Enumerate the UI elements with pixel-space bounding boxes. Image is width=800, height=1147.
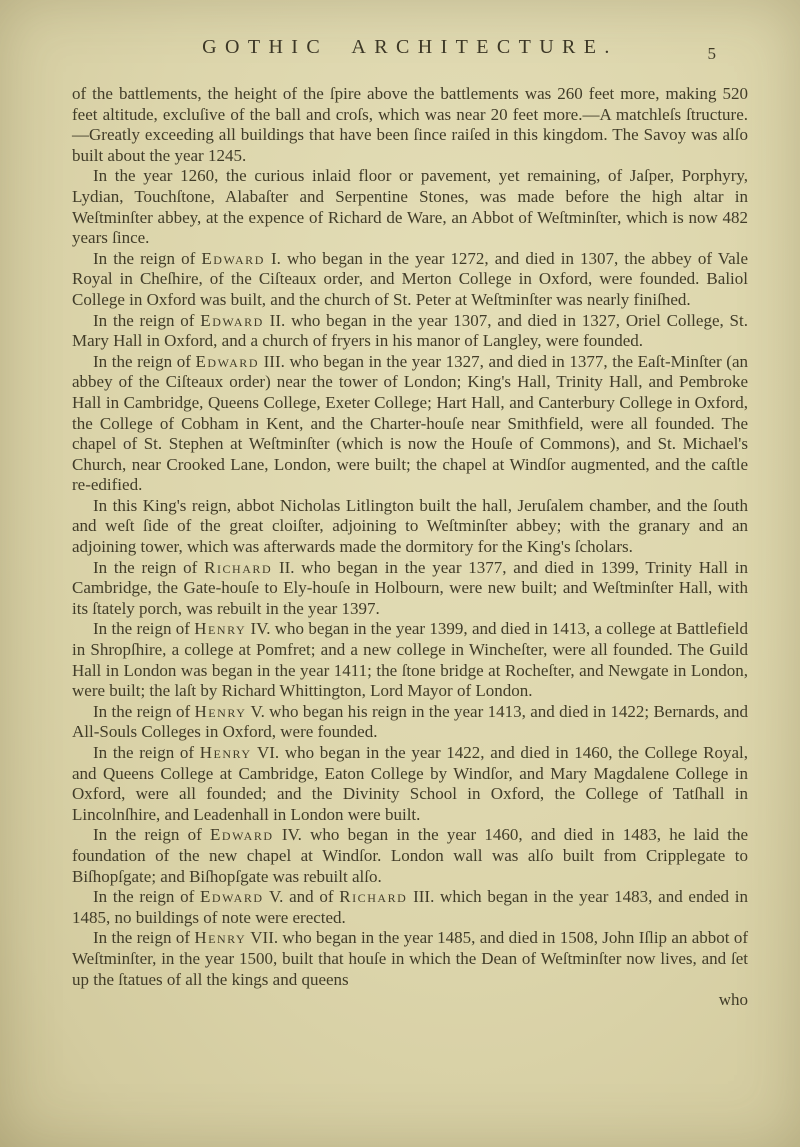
running-head [72, 36, 748, 62]
paragraph-text: II. who began in the year 1307, and died in 1327, Oriel College, St. Mary Hall in Oxford, and a church of fryers in his manor of Langley, were founded. [72, 310, 748, 351]
page-number: 5 [707, 44, 716, 63]
paragraph-text: III. which began in the year 1483, and ended in 1485, no buildings of note were erected. [72, 887, 748, 927]
paragraph [72, 619, 748, 701]
paragraph-text: In the reign of [93, 248, 202, 268]
regnal-name: Edward [195, 351, 260, 371]
paragraph-text: In the reign of [93, 310, 201, 330]
paragraph [72, 496, 748, 558]
page-title: GOTHIC ARCHITECTURE. [202, 36, 618, 58]
paragraph [72, 311, 748, 352]
paragraph [72, 558, 748, 620]
paragraph [72, 84, 748, 166]
paragraph [72, 352, 748, 496]
paragraph-text: In the reign of [93, 887, 200, 907]
paragraph [72, 249, 748, 311]
paragraph-text: In the reign of [93, 825, 211, 845]
paragraph [72, 743, 748, 825]
paragraph-text: In the reign of [93, 619, 195, 639]
paragraph-text: In the reign of [93, 743, 200, 762]
paragraph [72, 166, 748, 248]
paragraph-text: IV. who began in the year 1460, and died in 1483, he laid the foundation of the new chapel at Windſor. London wall was alſo built from Cripplegate to Biſhopſgate; and Biſhopſgate was rebuilt alſo. [72, 825, 748, 886]
catchword: who [718, 990, 748, 1010]
paragraph-text: of the battlements, the height of the ſpire above the battlements was 260 feet more, making 520 feet altitude, excluſive of the ball and croſs, which was near 20 feet more.—A matchleſs ſtructure.—Greatly exceeding all buildings that have been ſince raiſed in this kingdom. The Savoy was alſo built about the year 1245. [72, 84, 748, 165]
paragraph [72, 928, 748, 990]
paragraph-text: In the reign of [93, 928, 195, 948]
paragraph-text: II. who began in the year 1377, and died in 1399, Trinity Hall in Cambridge, the Gate-houſe to Ely-houſe in Holbourn, were new built; and Weſtminſter Hall, with its ſtately porch, was rebuilt in the year 1397. [72, 557, 748, 618]
paragraph-text: In the reign of [93, 351, 196, 371]
regnal-name: Henry [194, 701, 247, 721]
regnal-name: Henry [199, 743, 252, 762]
paragraph-text: IV. who began in the year 1399, and died in 1413, a college at Battlefield in Shropſhire, a college at Pomfret; and a new college in Wincheſter, were all founded. The Guild Hall in London was began in the year 1411; the ſtone bridge at Rocheſter, and Newgate in London, were built; the laſt by Richard Whittington, Lord Mayor of London. [72, 619, 748, 701]
regnal-name: Richard [204, 557, 273, 577]
paragraph-text: VI. who began in the year 1422, and died in 1460, the College Royal, and Queens College at Cambridge, Eaton College by Windſor, and Mary Magdalene College in Oxford, were all founded; and the Divinity School in Oxford, the College of Tatſhall in Lincolnſhire, and Leadenhall in London were built. [72, 743, 748, 824]
paragraph-text: III. who began in the year 1327, and died in 1377, the Eaſt-Minſter (an abbey of the Ciſteaux order) near the tower of London; King's Hall, Trinity Hall, and Pembroke Hall in Cambridge, Queens College, Exeter College; Hart Hall, and Canterbury College in Oxford, the College of Cobham in Kent, and the Charter-houſe near Smithfield, were all founded. The chapel of St. Stephen at Weſtminſter (which is now the Houſe of Commons), and St. Michael's Church, near Crooked Lane, London, were built; the chapel at Windſor augmented, and the caſtle re-edified. [72, 351, 748, 495]
paragraph-text: V. who began his reign in the year 1413, and died in 1422; Bernards, and All-Souls Colleges in Oxford, were founded. [72, 701, 748, 742]
paragraph-text: In the year 1260, the curious inlaid floor or pavement, yet remaining, of Jaſper, Porphyry, Lydian, Touchſtone, Alabaſter and Serpentine Stones, was made before the high altar in Weſtminſter abbey, at the expence of Richard de Ware, an Abbot of Weſtminſter, which is now 482 years ſince. [72, 166, 748, 248]
paragraph [72, 887, 748, 928]
paragraph-text: In the reign of [93, 557, 205, 577]
paragraph-text: VII. who began in the year 1485, and died in 1508, John Iſlip an abbot of Weſtminſter, in the year 1500, built that houſe in which the Dean of Weſtminſter now lives, and ſet up the ſtatues of all the kings and queens [72, 928, 748, 989]
regnal-name: Edward [200, 887, 264, 907]
regnal-name: Edward [200, 310, 264, 330]
paragraph [72, 825, 748, 887]
regnal-name: Edward [210, 825, 274, 845]
regnal-name: Richard [339, 887, 408, 907]
paragraph-text: V. and of [263, 887, 340, 907]
paragraph [72, 702, 748, 743]
regnal-name: Henry [194, 928, 247, 948]
regnal-name: Henry [194, 619, 247, 639]
regnal-name: Edward [201, 248, 265, 268]
paragraph-text: In the reign of [93, 701, 195, 721]
paragraph-text: In this King's reign, abbot Nicholas Litlington built the hall, Jeruſalem chamber, and the ſouth and weſt ſide of the great cloiſter, adjoining to Weſtminſter abbey; with the granary and an adjoining tower, which was afterwards made the dormitory for the King's ſcholars. [72, 495, 748, 557]
text-block [72, 84, 748, 1011]
paragraph-text: I. who began in the year 1272, and died in 1307, the abbey of Vale Royal in Cheſhire, of the Ciſteaux order, and Merton College in Oxford, were founded. Baliol College in Oxford was built, and the church of St. Peter at Weſtminſter was nearly finiſhed. [72, 248, 748, 309]
